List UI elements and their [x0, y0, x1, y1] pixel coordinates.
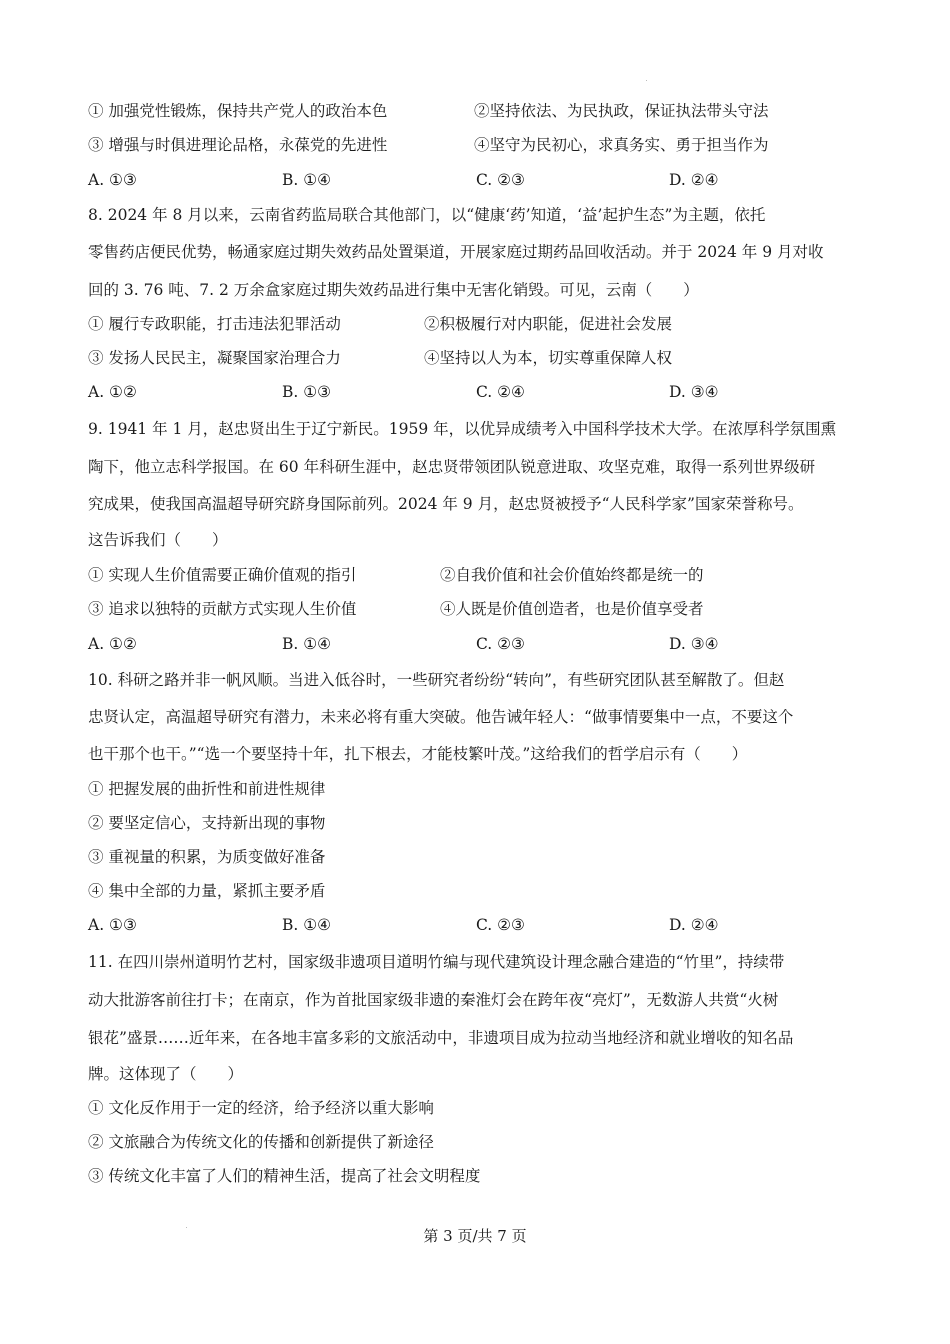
- q8-choice-b: B. ①③: [282, 383, 332, 401]
- q8-choice-d: D. ③④: [669, 383, 719, 401]
- q10-choice-d: D. ②④: [669, 916, 719, 934]
- q10-option-1: ① 把握发展的曲折性和前进性规律: [88, 780, 326, 798]
- q9-option-2: ②自我价值和社会价值始终都是统一的: [440, 566, 704, 584]
- q7-choice-a: A. ①③: [88, 171, 137, 189]
- q8-stem-line-1: 8. 2024 年 8 月以来，云南省药监局联合其他部门，以“健康‘药’知道，‘益’起护生态”为主题，依托: [88, 206, 766, 224]
- q8-stem-line-3: 回的 3. 76 吨、7. 2 万余盒家庭过期失效药品进行集中无害化销毁。可见，云南（ ）: [88, 281, 699, 299]
- q8-choice-a: A. ①②: [88, 383, 137, 401]
- q8-choice-c: C. ②④: [476, 383, 525, 401]
- q9-option-1: ① 实现人生价值需要正确价值观的指引: [88, 566, 357, 584]
- q9-option-3: ③ 追求以独特的贡献方式实现人生价值: [88, 600, 357, 618]
- q10-option-2: ② 要坚定信心，支持新出现的事物: [88, 814, 326, 832]
- q10-option-3: ③ 重视量的积累，为质变做好准备: [88, 848, 326, 866]
- q9-option-4: ④人既是价值创造者，也是价值享受者: [440, 600, 704, 618]
- q9-choice-d: D. ③④: [669, 635, 719, 653]
- page-number: 第 3 页/共 7 页: [423, 1227, 527, 1245]
- q7-option-2: ②坚持依法、为民执政，保证执法带头守法: [474, 102, 769, 120]
- q10-option-4: ④ 集中全部的力量，紧抓主要矛盾: [88, 882, 326, 900]
- q10-stem-line-2: 忠贤认定，高温超导研究有潜力，未来必将有重大突破。他告诫年轻人：“做事情要集中一点，不要这个: [88, 708, 794, 726]
- q9-stem-line-4: 这告诉我们（ ）: [88, 531, 228, 549]
- q9-stem-line-1: 9. 1941 年 1 月，赵忠贤出生于辽宁新民。1959 年，以优异成绩考入中国科学技术大学。在浓厚科学氛围熏: [88, 420, 837, 438]
- q8-stem-line-2: 零售药店便民优势，畅通家庭过期失效药品处置渠道，开展家庭过期药品回收活动。并于 2024 年 9 月对收: [88, 243, 824, 261]
- q10-stem-line-3: 也干那个也干。”“选一个要坚持十年，扎下根去，才能枝繁叶茂。”这给我们的哲学启示有（ ）: [88, 745, 748, 763]
- q11-stem-line-3: 银花”盛景……近年来，在各地丰富多彩的文旅活动中，非遗项目成为拉动当地经济和就业增收的知名品: [88, 1029, 794, 1047]
- q11-option-1: ① 文化反作用于一定的经济，给予经济以重大影响: [88, 1099, 434, 1117]
- scan-dot: [646, 80, 647, 81]
- q8-option-2: ②积极履行对内职能，促进社会发展: [424, 315, 673, 333]
- q8-option-3: ③ 发扬人民民主，凝聚国家治理合力: [88, 349, 341, 367]
- q11-stem-line-1: 11. 在四川崇州道明竹艺村，国家级非遗项目道明竹编与现代建筑设计理念融合建造的“竹里”，持续带: [88, 953, 785, 971]
- q9-choice-b: B. ①④: [282, 635, 332, 653]
- q8-option-4: ④坚持以人为本，切实尊重保障人权: [424, 349, 673, 367]
- q7-option-1: ① 加强党性锻炼，保持共产党人的政治本色: [88, 102, 388, 120]
- q10-stem-line-1: 10. 科研之路并非一帆风顺。当进入低谷时，一些研究者纷纷“转向”，有些研究团队甚至解散了。但赵: [88, 671, 785, 689]
- q11-option-3: ③ 传统文化丰富了人们的精神生活，提高了社会文明程度: [88, 1167, 481, 1185]
- q11-stem-line-4: 牌。这体现了（ ）: [88, 1065, 244, 1083]
- q11-stem-line-2: 动大批游客前往打卡；在南京，作为首批国家级非遗的秦淮灯会在跨年夜“亮灯”，无数游人共赏“火树: [88, 991, 779, 1009]
- q9-choice-c: C. ②③: [476, 635, 525, 653]
- q11-option-2: ② 文旅融合为传统文化的传播和创新提供了新途径: [88, 1133, 434, 1151]
- q10-choice-a: A. ①③: [88, 916, 137, 934]
- q7-choice-b: B. ①④: [282, 171, 332, 189]
- q10-choice-c: C. ②③: [476, 916, 525, 934]
- q9-stem-line-2: 陶下，他立志科学报国。在 60 年科研生涯中，赵忠贤带领团队锐意进取、攻坚克难，取得一系列世界级研: [88, 458, 816, 476]
- q7-choice-d: D. ②④: [669, 171, 719, 189]
- q7-option-4: ④坚守为民初心，求真务实、勇于担当作为: [474, 136, 769, 154]
- q9-stem-line-3: 究成果，使我国高温超导研究跻身国际前列。2024 年 9 月，赵忠贤被授予“人民科学家”国家荣誉称号。: [88, 495, 804, 513]
- q8-option-1: ① 履行专政职能，打击违法犯罪活动: [88, 315, 341, 333]
- q7-option-3: ③ 增强与时俱进理论品格，永葆党的先进性: [88, 136, 388, 154]
- q7-choice-c: C. ②③: [476, 171, 525, 189]
- q10-choice-b: B. ①④: [282, 916, 332, 934]
- q9-choice-a: A. ①②: [88, 635, 137, 653]
